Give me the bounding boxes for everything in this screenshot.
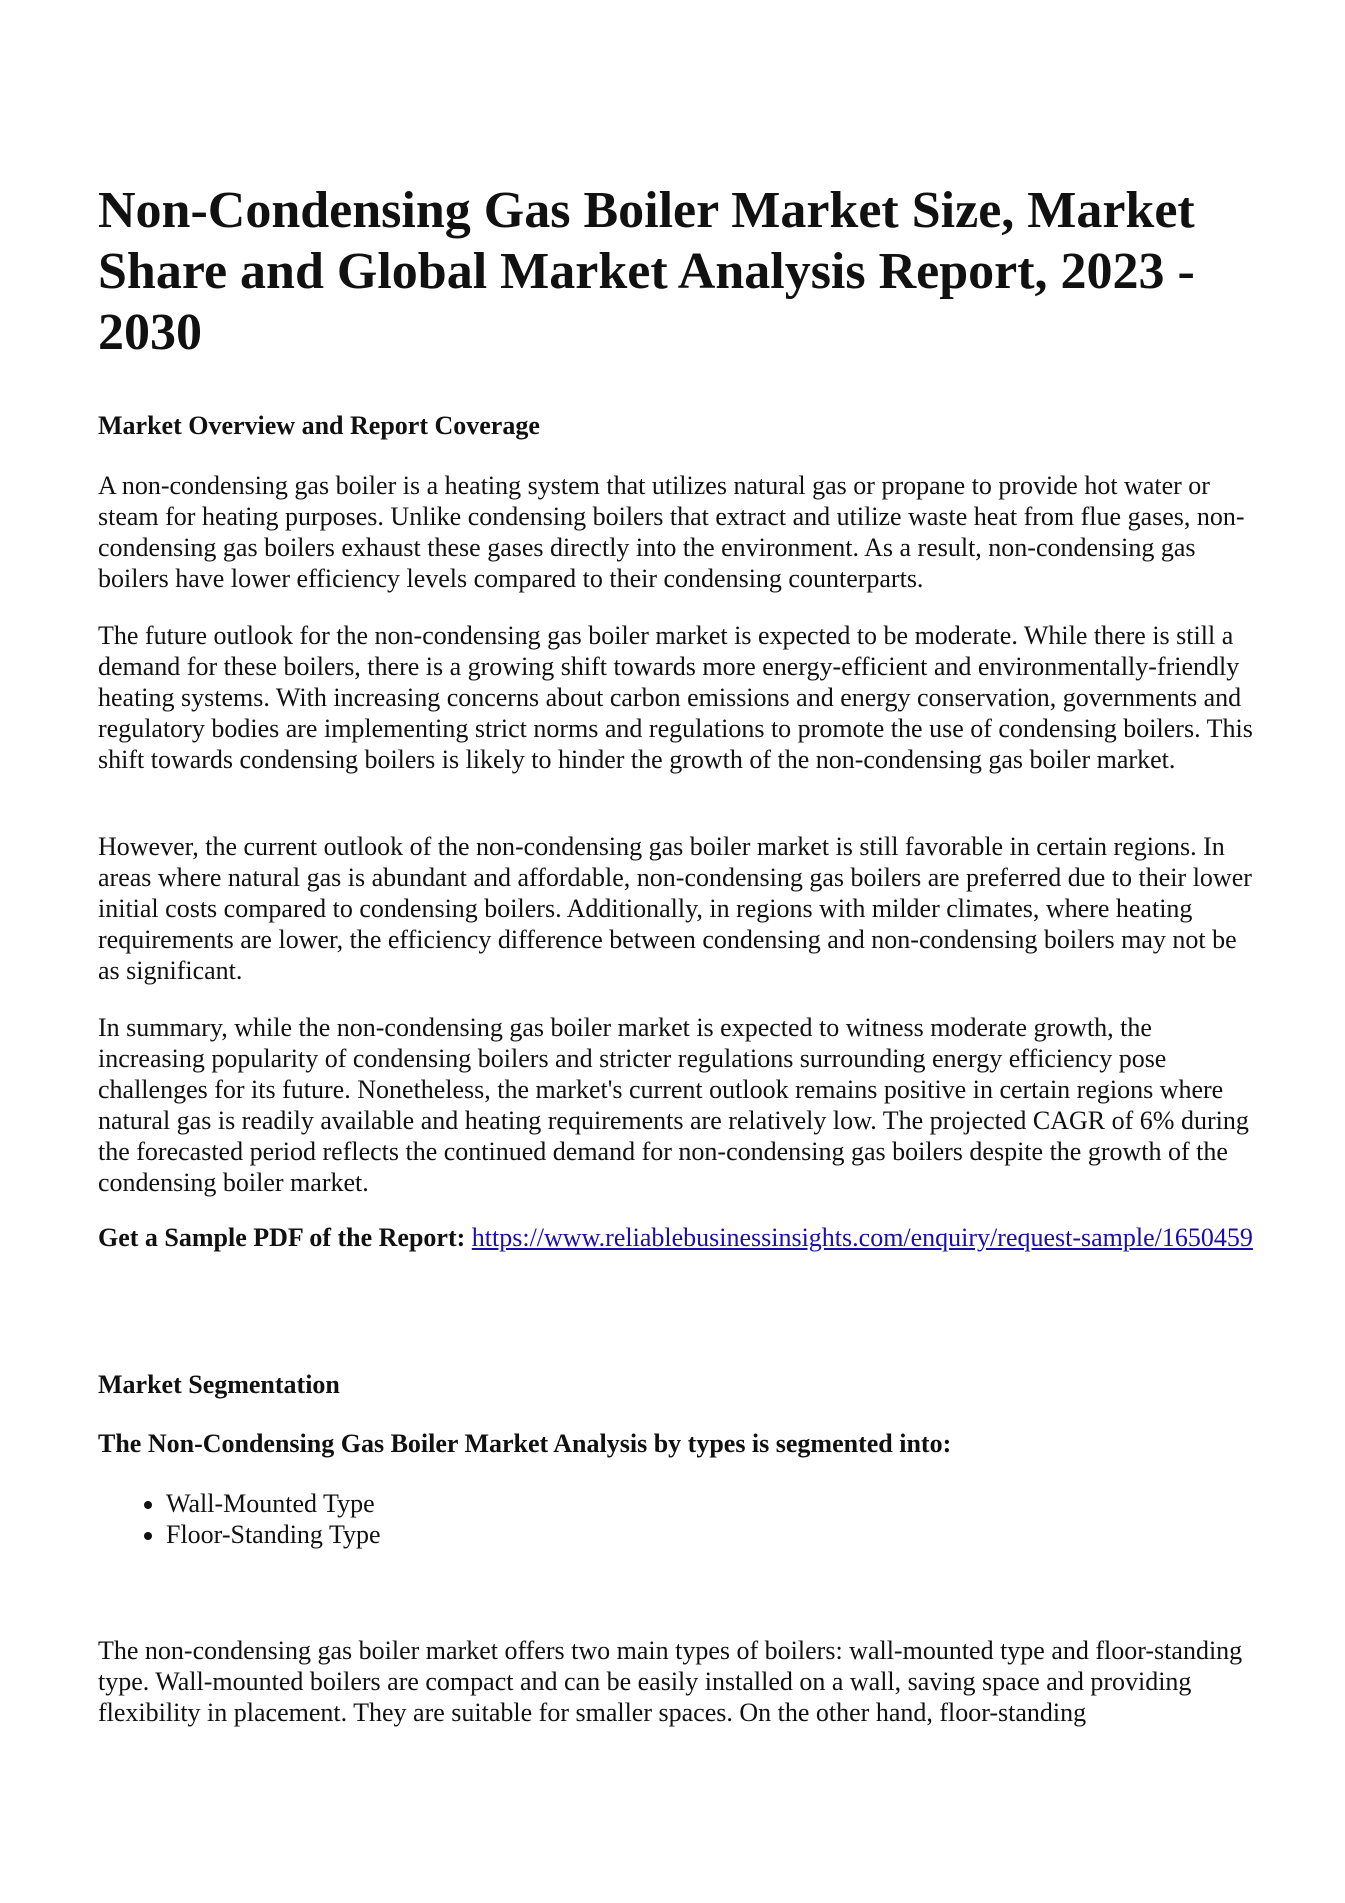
overview-paragraph-1: A non-condensing gas boiler is a heating system that utilizes natural gas or propane to provide hot water or steam for heating purposes. Unlike condensing boilers that extract and utilize waste heat from flue gases, non-condensing gas boilers exhaust these gases directly into the environment. As a result, non-condensing gas boilers have lower efficiency levels compared to their condensing counterparts. — [98, 471, 1245, 593]
sample-pdf-label: Get a Sample PDF of the Report: — [98, 1223, 466, 1252]
overview-heading: Market Overview and Report Coverage — [98, 411, 540, 440]
list-item: • Floor-Standing Type — [166, 1519, 381, 1550]
types-heading: The Non-Condensing Gas Boiler Market Analysis by types is segmented into: — [98, 1429, 952, 1458]
types-description: The non-condensing gas boiler market offers two main types of boilers: wall-mounted type and floor-standing type. Wall-mounted boilers are compact and can be easily installed on a wall, saving space and providing flexibility in placement. They are suitable for smaller spaces. On the other hand, floor-standing — [98, 1636, 1243, 1727]
sample-pdf-link[interactable]: https://www.reliablebusinessinsights.com/enquiry/request-sample/1650459 — [471, 1223, 1253, 1252]
overview-paragraph-3: However, the current outlook of the non-condensing gas boiler market is still favorable in certain regions. In areas where natural gas is abundant and affordable, non-condensing gas boilers are preferred due to their lower initial costs compared to condensing boilers. Additionally, in regions with milder climates, where heating requirements are lower, the efficiency difference between condensing and non-condensing boilers may not be as significant. — [98, 832, 1252, 985]
list-item: • Wall-Mounted Type — [166, 1488, 381, 1519]
sample-pdf-line — [98, 1222, 1258, 1253]
overview-paragraph-2: The future outlook for the non-condensing gas boiler market is expected to be moderate. While there is still a demand for these boilers, there is a growing shift towards more energy-efficient and environmentally-friendly heating systems. With increasing concerns about carbon emissions and energy conservation, governments and regulatory bodies are implementing strict norms and regulations to promote the use of condensing boilers. This shift towards condensing boilers is likely to hinder the growth of the non-condensing gas boiler market. — [98, 621, 1253, 774]
types-list — [98, 1488, 381, 1550]
segmentation-heading: Market Segmentation — [98, 1370, 340, 1399]
page-title: Non-Condensing Gas Boiler Market Size, Market Share and Global Market Analysis Report, 2023 - 2030 — [98, 182, 1195, 361]
overview-paragraph-4: In summary, while the non-condensing gas boiler market is expected to witness moderate growth, the increasing popularity of condensing boilers and stricter regulations surrounding energy efficiency pose challenges for its future. Nonetheless, the market's current outlook remains positive in certain regions where natural gas is readily available and heating requirements are relatively low. The projected CAGR of 6% during the forecasted period reflects the continued demand for non-condensing gas boilers despite the growth of the condensing boiler market. — [98, 1013, 1249, 1197]
